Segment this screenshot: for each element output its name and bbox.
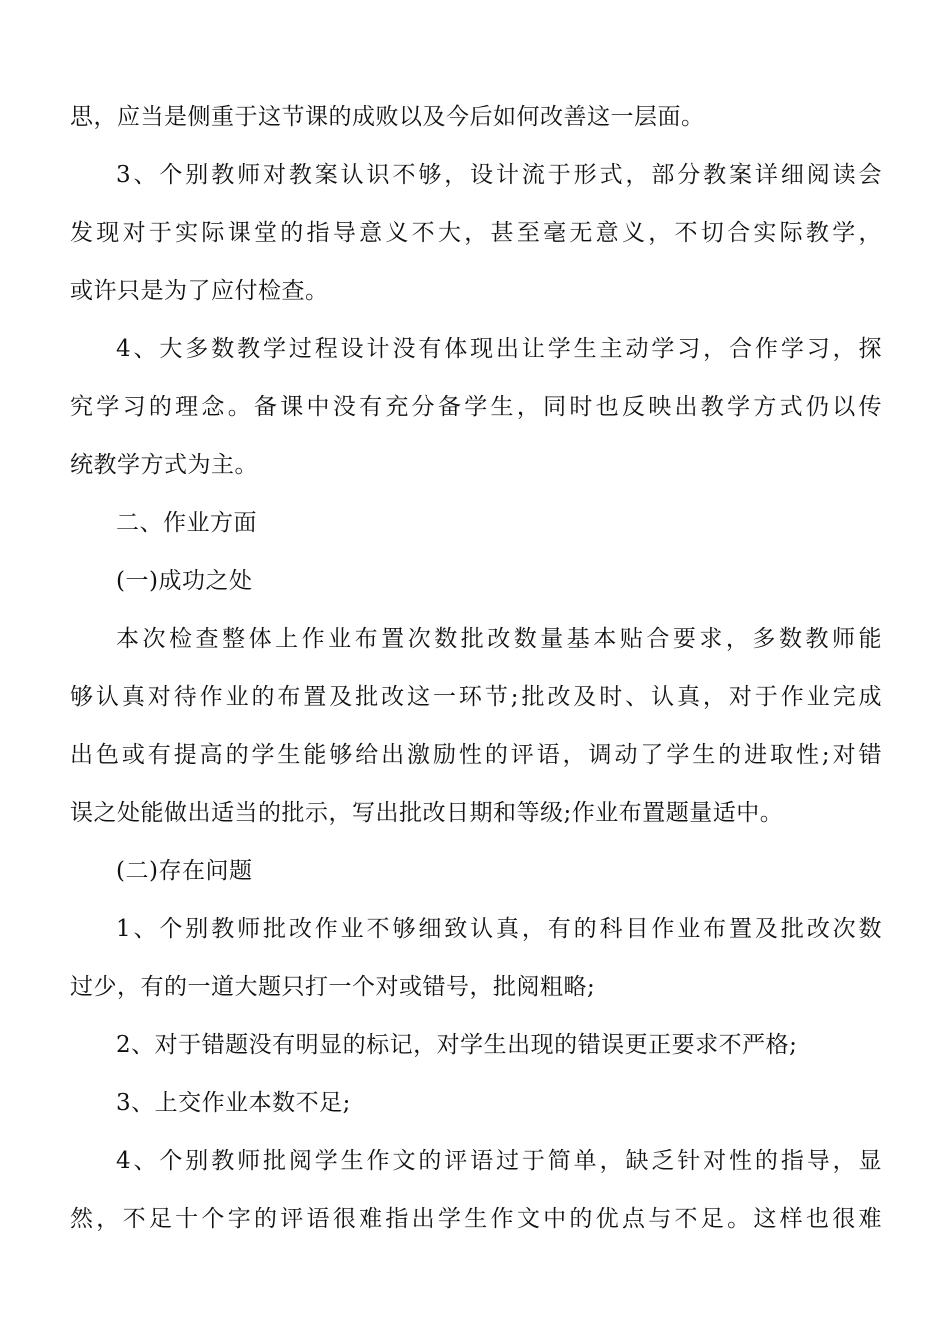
text-line: 然，不足十个字的评语很难指出学生作文中的优点与不足。这样也很难	[70, 1206, 882, 1232]
text-line: 4、个别教师批阅学生作文的评语过于简单，缺乏针对性的指导，显	[116, 1148, 882, 1174]
text-line: 2、对于错题没有明显的标记，对学生出现的错误更正要求不严格;	[116, 1032, 798, 1058]
text-line: (一)成功之处	[116, 568, 253, 594]
document-page	[70, 88, 882, 1248]
text-line: 够认真对待作业的布置及批改这一环节;批改及时、认真，对于作业完成	[70, 684, 882, 710]
text-line: 过少，有的一道大题只打一个对或错号，批阅粗略;	[70, 974, 596, 1000]
text-line: 或许只是为了应付检查。	[70, 278, 329, 304]
text-line: (二)存在问题	[116, 858, 253, 884]
text-line: 4、大多数教学过程设计没有体现出让学生主动学习，合作学习，探	[116, 336, 882, 362]
text-line: 3、上交作业本数不足;	[116, 1090, 351, 1116]
text-line: 误之处能做出适当的批示，写出批改日期和等级;作业布置题量适中。	[70, 800, 784, 826]
text-line: 发现对于实际课堂的指导意义不大，甚至毫无意义，不切合实际教学，	[70, 220, 882, 246]
text-line: 出色或有提高的学生能够给出激励性的评语，调动了学生的进取性;对错	[70, 742, 882, 768]
text-line: 1、个别教师批改作业不够细致认真，有的科目作业布置及批改次数	[116, 916, 882, 942]
text-line: 二、作业方面	[116, 510, 257, 536]
text-line: 思，应当是侧重于这节课的成败以及今后如何改善这一层面。	[70, 104, 705, 130]
text-line: 3、个别教师对教案认识不够，设计流于形式，部分教案详细阅读会	[116, 162, 882, 188]
text-line: 统教学方式为主。	[70, 452, 258, 478]
text-line: 本次检查整体上作业布置次数批改数量基本贴合要求，多数教师能	[116, 626, 882, 652]
text-line: 究学习的理念。备课中没有充分备学生，同时也反映出教学方式仍以传	[70, 394, 882, 420]
